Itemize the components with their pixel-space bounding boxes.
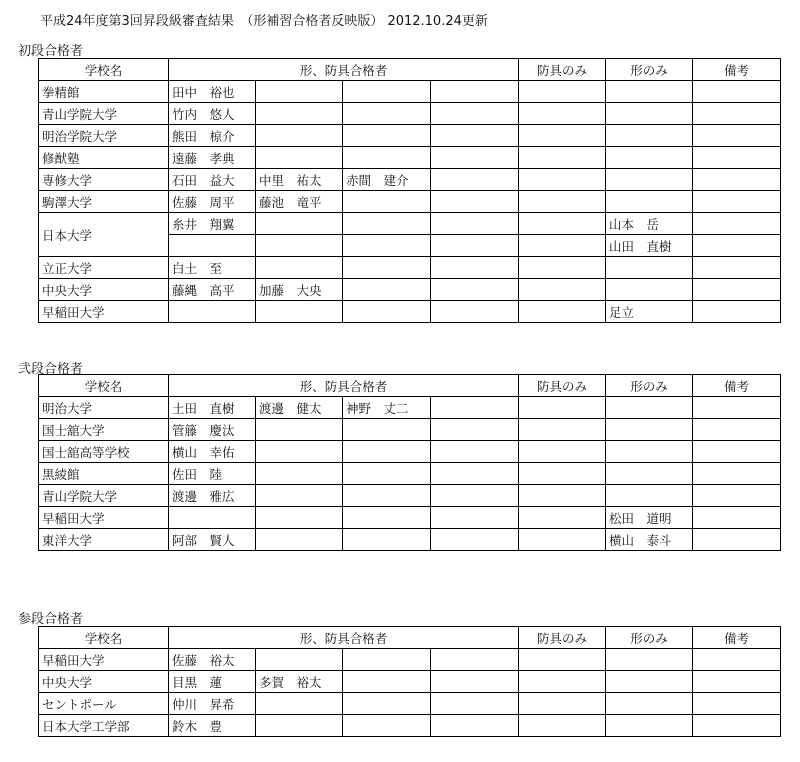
school-cell: 早稲田大学 bbox=[39, 301, 169, 323]
passer-cell bbox=[431, 301, 519, 323]
table-row bbox=[39, 693, 781, 715]
passer-cell bbox=[343, 125, 431, 147]
passer-cell bbox=[431, 397, 519, 419]
passer-cell bbox=[256, 529, 343, 551]
bogu-only-cell bbox=[519, 463, 606, 485]
bogu-only-cell bbox=[519, 191, 606, 213]
kata-only-cell bbox=[606, 671, 693, 693]
header-kata-only: 形のみ bbox=[606, 375, 693, 397]
passer-cell bbox=[431, 419, 519, 441]
passer-cell bbox=[256, 81, 343, 103]
school-cell: 中央大学 bbox=[39, 671, 169, 693]
header-kata-bogu: 形、防具合格者 bbox=[169, 375, 519, 397]
table-row bbox=[39, 191, 781, 213]
passer-cell bbox=[256, 441, 343, 463]
passer-cell bbox=[343, 257, 431, 279]
section-label-sandan: 参段合格者 bbox=[18, 612, 84, 627]
table-header-row bbox=[39, 627, 781, 649]
passer-cell: 阿部 賢人 bbox=[169, 529, 256, 551]
header-bogu-only: 防具のみ bbox=[519, 627, 606, 649]
remarks-cell bbox=[693, 485, 781, 507]
header-school: 学校名 bbox=[39, 375, 169, 397]
bogu-only-cell bbox=[519, 235, 606, 257]
passer-cell bbox=[343, 485, 431, 507]
bogu-only-cell bbox=[519, 279, 606, 301]
passer-cell: 土田 直樹 bbox=[169, 397, 256, 419]
header-remarks: 備考 bbox=[693, 59, 781, 81]
passer-cell bbox=[431, 169, 519, 191]
remarks-cell bbox=[693, 463, 781, 485]
header-remarks: 備考 bbox=[693, 375, 781, 397]
header-kata-bogu: 形、防具合格者 bbox=[169, 627, 519, 649]
remarks-cell bbox=[693, 125, 781, 147]
school-cell: 明治学院大学 bbox=[39, 125, 169, 147]
school-cell: 拳精館 bbox=[39, 81, 169, 103]
table-row bbox=[39, 507, 781, 529]
bogu-only-cell bbox=[519, 441, 606, 463]
passer-cell bbox=[256, 235, 343, 257]
remarks-cell bbox=[693, 301, 781, 323]
passer-cell bbox=[343, 441, 431, 463]
header-school: 学校名 bbox=[39, 627, 169, 649]
passer-cell bbox=[431, 125, 519, 147]
bogu-only-cell bbox=[519, 693, 606, 715]
passer-cell bbox=[431, 257, 519, 279]
bogu-only-cell bbox=[519, 103, 606, 125]
passer-cell bbox=[256, 301, 343, 323]
remarks-cell bbox=[693, 529, 781, 551]
remarks-cell bbox=[693, 147, 781, 169]
passer-cell: 多賀 裕太 bbox=[256, 671, 343, 693]
passer-cell: 遠藤 孝典 bbox=[169, 147, 256, 169]
kata-only-cell bbox=[606, 191, 693, 213]
school-cell: 日本大学 bbox=[39, 213, 169, 257]
table-header-row bbox=[39, 59, 781, 81]
passer-cell bbox=[343, 147, 431, 169]
kata-only-cell bbox=[606, 103, 693, 125]
passer-cell bbox=[343, 103, 431, 125]
passer-cell bbox=[256, 507, 343, 529]
school-cell: 立正大学 bbox=[39, 257, 169, 279]
passer-cell bbox=[431, 235, 519, 257]
passer-cell: 白土 至 bbox=[169, 257, 256, 279]
school-cell: 青山学院大学 bbox=[39, 485, 169, 507]
table-row bbox=[39, 169, 781, 191]
school-cell: 駒澤大学 bbox=[39, 191, 169, 213]
passer-cell bbox=[431, 715, 519, 737]
bogu-only-cell bbox=[519, 485, 606, 507]
bogu-only-cell bbox=[519, 419, 606, 441]
results-table-nidan bbox=[38, 374, 781, 551]
passer-cell: 管籐 慶汰 bbox=[169, 419, 256, 441]
table-row bbox=[39, 671, 781, 693]
passer-cell bbox=[431, 213, 519, 235]
passer-cell: 藤縄 高平 bbox=[169, 279, 256, 301]
remarks-cell bbox=[693, 397, 781, 419]
remarks-cell bbox=[693, 169, 781, 191]
remarks-cell bbox=[693, 507, 781, 529]
bogu-only-cell bbox=[519, 147, 606, 169]
passer-cell bbox=[343, 213, 431, 235]
passer-cell: 竹内 悠人 bbox=[169, 103, 256, 125]
kata-only-cell: 足立 bbox=[606, 301, 693, 323]
kata-only-cell bbox=[606, 463, 693, 485]
passer-cell bbox=[431, 147, 519, 169]
section-label-shodan: 初段合格者 bbox=[18, 44, 84, 59]
table-row bbox=[39, 529, 781, 551]
bogu-only-cell bbox=[519, 125, 606, 147]
table-body bbox=[39, 397, 781, 551]
passer-cell bbox=[256, 419, 343, 441]
header-bogu-only: 防具のみ bbox=[519, 375, 606, 397]
passer-cell bbox=[431, 81, 519, 103]
table-row bbox=[39, 485, 781, 507]
table-row bbox=[39, 419, 781, 441]
table-row bbox=[39, 715, 781, 737]
passer-cell: 赤間 建介 bbox=[343, 169, 431, 191]
kata-only-cell bbox=[606, 441, 693, 463]
school-cell: 国士舘大学 bbox=[39, 419, 169, 441]
remarks-cell bbox=[693, 279, 781, 301]
bogu-only-cell bbox=[519, 257, 606, 279]
bogu-only-cell bbox=[519, 397, 606, 419]
bogu-only-cell bbox=[519, 301, 606, 323]
header-kata-only: 形のみ bbox=[606, 627, 693, 649]
remarks-cell bbox=[693, 441, 781, 463]
passer-cell bbox=[343, 693, 431, 715]
kata-only-cell bbox=[606, 147, 693, 169]
passer-cell bbox=[256, 715, 343, 737]
passer-cell: 目黒 蓮 bbox=[169, 671, 256, 693]
passer-cell bbox=[256, 485, 343, 507]
bogu-only-cell bbox=[519, 213, 606, 235]
passer-cell bbox=[256, 147, 343, 169]
passer-cell: 神野 丈二 bbox=[343, 397, 431, 419]
passer-cell: 鈴木 豊 bbox=[169, 715, 256, 737]
passer-cell: 佐藤 周平 bbox=[169, 191, 256, 213]
remarks-cell bbox=[693, 671, 781, 693]
passer-cell bbox=[431, 191, 519, 213]
table-row bbox=[39, 213, 781, 235]
passer-cell bbox=[431, 441, 519, 463]
passer-cell bbox=[431, 279, 519, 301]
header-bogu-only: 防具のみ bbox=[519, 59, 606, 81]
table-row bbox=[39, 81, 781, 103]
passer-cell: 田中 裕也 bbox=[169, 81, 256, 103]
passer-cell: 石田 益大 bbox=[169, 169, 256, 191]
section-label-nidan: 弐段合格者 bbox=[18, 362, 84, 377]
table-row bbox=[39, 301, 781, 323]
bogu-only-cell bbox=[519, 81, 606, 103]
passer-cell bbox=[256, 103, 343, 125]
remarks-cell bbox=[693, 715, 781, 737]
bogu-only-cell bbox=[519, 169, 606, 191]
passer-cell bbox=[343, 81, 431, 103]
kata-only-cell bbox=[606, 169, 693, 191]
passer-cell: 佐藤 裕太 bbox=[169, 649, 256, 671]
kata-only-cell: 松田 道明 bbox=[606, 507, 693, 529]
passer-cell bbox=[431, 649, 519, 671]
remarks-cell bbox=[693, 419, 781, 441]
school-cell: 早稲田大学 bbox=[39, 649, 169, 671]
passer-cell bbox=[431, 529, 519, 551]
table-row bbox=[39, 279, 781, 301]
passer-cell: 中里 祐太 bbox=[256, 169, 343, 191]
table-header-row bbox=[39, 375, 781, 397]
passer-cell: 佐田 陸 bbox=[169, 463, 256, 485]
passer-cell bbox=[256, 125, 343, 147]
school-cell: 専修大学 bbox=[39, 169, 169, 191]
passer-cell: 加藤 大央 bbox=[256, 279, 343, 301]
school-cell: 修猷塾 bbox=[39, 147, 169, 169]
school-cell: 国士舘高等学校 bbox=[39, 441, 169, 463]
table-body bbox=[39, 81, 781, 323]
passer-cell bbox=[431, 693, 519, 715]
remarks-cell bbox=[693, 103, 781, 125]
passer-cell bbox=[343, 463, 431, 485]
passer-cell bbox=[343, 671, 431, 693]
passer-cell bbox=[256, 693, 343, 715]
remarks-cell bbox=[693, 191, 781, 213]
kata-only-cell bbox=[606, 649, 693, 671]
kata-only-cell bbox=[606, 715, 693, 737]
passer-cell: 渡邊 雅広 bbox=[169, 485, 256, 507]
results-table-shodan bbox=[38, 58, 781, 323]
kata-only-cell bbox=[606, 279, 693, 301]
school-cell: 早稲田大学 bbox=[39, 507, 169, 529]
kata-only-cell bbox=[606, 485, 693, 507]
remarks-cell bbox=[693, 235, 781, 257]
bogu-only-cell bbox=[519, 507, 606, 529]
school-cell: 青山学院大学 bbox=[39, 103, 169, 125]
passer-cell: 熊田 椋介 bbox=[169, 125, 256, 147]
header-remarks: 備考 bbox=[693, 627, 781, 649]
table-row bbox=[39, 147, 781, 169]
passer-cell bbox=[343, 507, 431, 529]
passer-cell bbox=[256, 257, 343, 279]
kata-only-cell bbox=[606, 125, 693, 147]
table-body bbox=[39, 649, 781, 737]
passer-cell: 糸井 翔翼 bbox=[169, 213, 256, 235]
passer-cell bbox=[256, 649, 343, 671]
kata-only-cell: 山田 直樹 bbox=[606, 235, 693, 257]
bogu-only-cell bbox=[519, 671, 606, 693]
header-kata-only: 形のみ bbox=[606, 59, 693, 81]
passer-cell bbox=[343, 191, 431, 213]
school-cell: 東洋大学 bbox=[39, 529, 169, 551]
passer-cell: 横山 幸佑 bbox=[169, 441, 256, 463]
passer-cell bbox=[431, 507, 519, 529]
kata-only-cell bbox=[606, 693, 693, 715]
passer-cell bbox=[256, 213, 343, 235]
remarks-cell bbox=[693, 649, 781, 671]
kata-only-cell: 横山 泰斗 bbox=[606, 529, 693, 551]
school-cell: 明治大学 bbox=[39, 397, 169, 419]
passer-cell bbox=[343, 649, 431, 671]
school-cell: セントポール bbox=[39, 693, 169, 715]
passer-cell bbox=[343, 235, 431, 257]
remarks-cell bbox=[693, 693, 781, 715]
table-row bbox=[39, 257, 781, 279]
passer-cell bbox=[343, 529, 431, 551]
header-kata-bogu: 形、防具合格者 bbox=[169, 59, 519, 81]
school-cell: 日本大学工学部 bbox=[39, 715, 169, 737]
remarks-cell bbox=[693, 81, 781, 103]
passer-cell: 渡邊 健太 bbox=[256, 397, 343, 419]
passer-cell bbox=[431, 103, 519, 125]
remarks-cell bbox=[693, 257, 781, 279]
page-title: 平成24年度第3回昇段級審査結果 （形補習合格者反映版） 2012.10.24更新 bbox=[40, 14, 488, 29]
kata-only-cell bbox=[606, 257, 693, 279]
table-row bbox=[39, 397, 781, 419]
passer-cell bbox=[431, 485, 519, 507]
passer-cell: 仲川 昇希 bbox=[169, 693, 256, 715]
kata-only-cell: 山本 岳 bbox=[606, 213, 693, 235]
passer-cell bbox=[431, 463, 519, 485]
header-school: 学校名 bbox=[39, 59, 169, 81]
passer-cell bbox=[431, 671, 519, 693]
table-row bbox=[39, 125, 781, 147]
table-row bbox=[39, 103, 781, 125]
passer-cell bbox=[343, 715, 431, 737]
kata-only-cell bbox=[606, 81, 693, 103]
bogu-only-cell bbox=[519, 649, 606, 671]
table-row bbox=[39, 463, 781, 485]
school-cell: 黒綾館 bbox=[39, 463, 169, 485]
passer-cell bbox=[343, 279, 431, 301]
table-row bbox=[39, 649, 781, 671]
remarks-cell bbox=[693, 213, 781, 235]
passer-cell: 藤池 竜平 bbox=[256, 191, 343, 213]
passer-cell bbox=[169, 301, 256, 323]
kata-only-cell bbox=[606, 419, 693, 441]
passer-cell bbox=[169, 507, 256, 529]
bogu-only-cell bbox=[519, 529, 606, 551]
passer-cell bbox=[169, 235, 256, 257]
passer-cell bbox=[343, 301, 431, 323]
results-table-sandan bbox=[38, 626, 781, 737]
school-cell: 中央大学 bbox=[39, 279, 169, 301]
passer-cell bbox=[343, 419, 431, 441]
bogu-only-cell bbox=[519, 715, 606, 737]
table-row bbox=[39, 441, 781, 463]
kata-only-cell bbox=[606, 397, 693, 419]
passer-cell bbox=[256, 463, 343, 485]
